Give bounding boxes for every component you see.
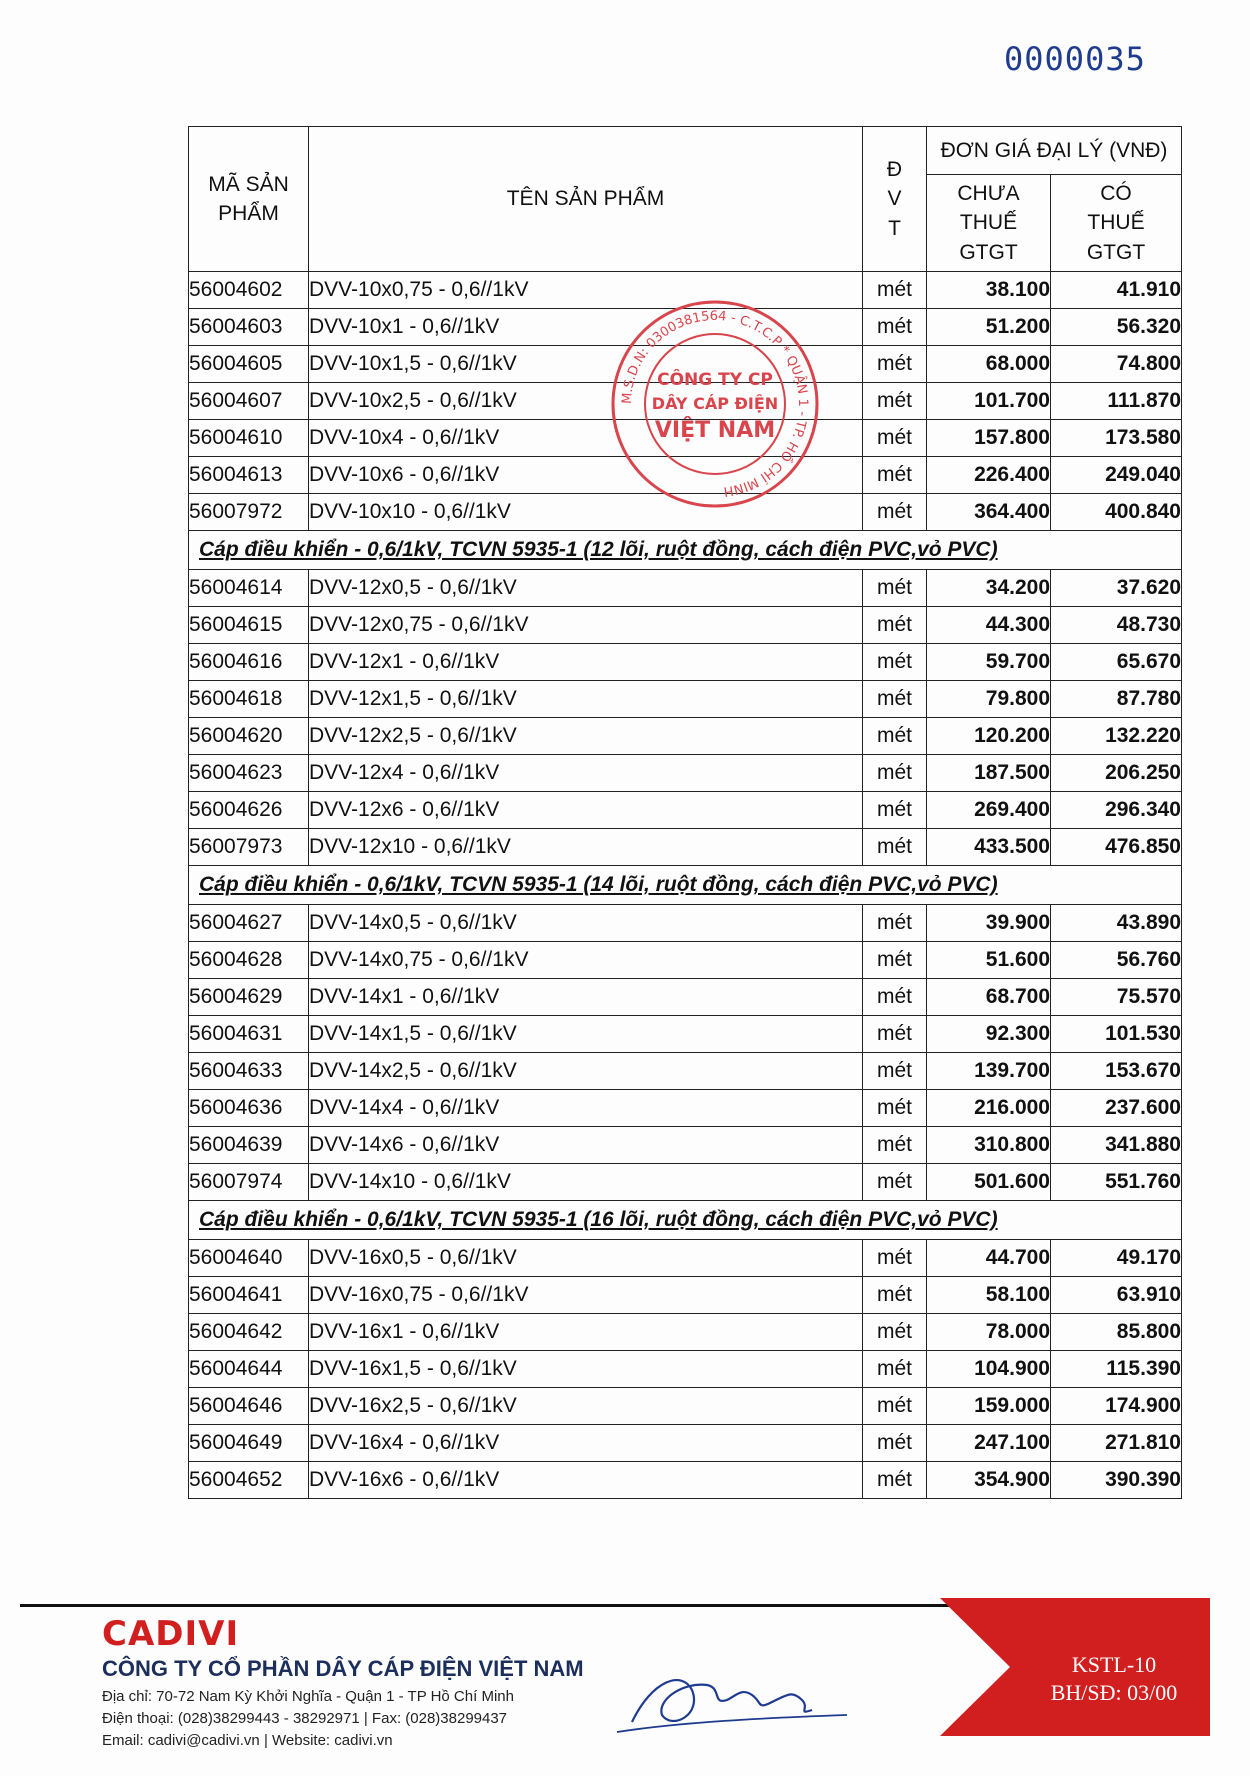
product-name-cell: DVV-16x2,5 - 0,6//1kV	[309, 1388, 863, 1425]
price-excl-vat-cell: 51.200	[927, 309, 1051, 346]
product-name-cell: DVV-10x1 - 0,6//1kV	[309, 309, 863, 346]
price-incl-vat-cell: 37.620	[1051, 570, 1182, 607]
table-row	[189, 1277, 1182, 1314]
unit-cell: mét	[863, 1425, 927, 1462]
product-code-cell: 56004631	[189, 1016, 309, 1053]
product-name-cell: DVV-14x6 - 0,6//1kV	[309, 1127, 863, 1164]
price-incl-vat-cell: 56.320	[1051, 309, 1182, 346]
price-incl-vat-cell: 237.600	[1051, 1090, 1182, 1127]
price-incl-vat-cell: 551.760	[1051, 1164, 1182, 1201]
header-name: TÊN SẢN PHẨM	[309, 127, 863, 272]
stamp-ring-text: M.S.D.N: 0300381564 - C.T.C.P * QUẬN 1 - TP. HỒ CHÍ MINH	[619, 308, 811, 499]
unit-cell: mét	[863, 1164, 927, 1201]
price-excl-vat-cell: 226.400	[927, 457, 1051, 494]
product-name-cell: DVV-10x2,5 - 0,6//1kV	[309, 383, 863, 420]
product-code-cell: 56004605	[189, 346, 309, 383]
product-code-cell: 56004641	[189, 1277, 309, 1314]
unit-cell: mét	[863, 1388, 927, 1425]
product-name-cell: DVV-10x1,5 - 0,6//1kV	[309, 346, 863, 383]
price-excl-vat-cell: 216.000	[927, 1090, 1051, 1127]
unit-cell: mét	[863, 829, 927, 866]
unit-cell: mét	[863, 942, 927, 979]
group-heading-row	[189, 531, 1182, 570]
price-excl-vat-cell: 139.700	[927, 1053, 1051, 1090]
stamp-line-2: DÂY CÁP ĐIỆN	[651, 394, 779, 413]
unit-cell: mét	[863, 1090, 927, 1127]
product-name-cell: DVV-16x6 - 0,6//1kV	[309, 1462, 863, 1499]
product-name-cell: DVV-12x10 - 0,6//1kV	[309, 829, 863, 866]
unit-cell: mét	[863, 457, 927, 494]
product-name-cell: DVV-14x1,5 - 0,6//1kV	[309, 1016, 863, 1053]
price-incl-vat-cell: 63.910	[1051, 1277, 1182, 1314]
product-name-cell: DVV-14x10 - 0,6//1kV	[309, 1164, 863, 1201]
price-incl-vat-cell: 43.890	[1051, 905, 1182, 942]
price-excl-vat-cell: 433.500	[927, 829, 1051, 866]
company-stamp	[608, 297, 822, 511]
product-name-cell: DVV-10x10 - 0,6//1kV	[309, 494, 863, 531]
table-row	[189, 1053, 1182, 1090]
product-name-cell: DVV-12x0,5 - 0,6//1kV	[309, 570, 863, 607]
product-name-cell: DVV-16x0,75 - 0,6//1kV	[309, 1277, 863, 1314]
unit-cell: mét	[863, 494, 927, 531]
product-name-cell: DVV-10x4 - 0,6//1kV	[309, 420, 863, 457]
price-incl-vat-cell: 132.220	[1051, 718, 1182, 755]
product-name-cell: DVV-12x1 - 0,6//1kV	[309, 644, 863, 681]
product-code-cell: 56004616	[189, 644, 309, 681]
price-excl-vat-cell: 58.100	[927, 1277, 1051, 1314]
table-row	[189, 755, 1182, 792]
product-code-cell: 56004640	[189, 1240, 309, 1277]
price-excl-vat-cell: 51.600	[927, 942, 1051, 979]
table-row	[189, 1388, 1182, 1425]
table-row	[189, 1314, 1182, 1351]
price-incl-vat-cell: 173.580	[1051, 420, 1182, 457]
price-incl-vat-cell: 249.040	[1051, 457, 1182, 494]
product-code-cell: 56007972	[189, 494, 309, 531]
unit-cell: mét	[863, 570, 927, 607]
unit-cell: mét	[863, 1053, 927, 1090]
product-code-cell: 56004644	[189, 1351, 309, 1388]
header-price-incl: CÓ THUẾ GTGT	[1051, 175, 1182, 272]
unit-cell: mét	[863, 1240, 927, 1277]
header-price-group: ĐƠN GIÁ ĐẠI LÝ (VNĐ)	[927, 127, 1182, 175]
group-heading-row	[189, 866, 1182, 905]
product-code-cell: 56004603	[189, 309, 309, 346]
unit-cell: mét	[863, 755, 927, 792]
product-code-cell: 56004628	[189, 942, 309, 979]
product-code-cell: 56004602	[189, 272, 309, 309]
product-code-cell: 56004626	[189, 792, 309, 829]
product-name-cell: DVV-16x4 - 0,6//1kV	[309, 1425, 863, 1462]
product-code-cell: 56004618	[189, 681, 309, 718]
unit-cell: mét	[863, 272, 927, 309]
table-row	[189, 607, 1182, 644]
price-excl-vat-cell: 501.600	[927, 1164, 1051, 1201]
product-name-cell: DVV-16x1 - 0,6//1kV	[309, 1314, 863, 1351]
product-code-cell: 56004627	[189, 905, 309, 942]
price-incl-vat-cell: 101.530	[1051, 1016, 1182, 1053]
price-excl-vat-cell: 187.500	[927, 755, 1051, 792]
unit-cell: mét	[863, 644, 927, 681]
table-row	[189, 1351, 1182, 1388]
table-row	[189, 829, 1182, 866]
stamp-line-1: CÔNG TY CP	[657, 370, 773, 390]
price-excl-vat-cell: 354.900	[927, 1462, 1051, 1499]
price-excl-vat-cell: 269.400	[927, 792, 1051, 829]
group-title: Cáp điều khiển - 0,6/1kV, TCVN 5935-1 (14 lõi, ruột đồng, cách điện PVC,vỏ PVC)	[189, 866, 1182, 905]
company-name: CÔNG TY CỔ PHẦN DÂY CÁP ĐIỆN VIỆT NAM	[102, 1656, 584, 1681]
form-revision: BH/SĐ: 03/00	[1050, 1680, 1178, 1705]
price-incl-vat-cell: 206.250	[1051, 755, 1182, 792]
signature	[612, 1660, 852, 1740]
header-unit: Đ V T	[863, 127, 927, 272]
unit-cell: mét	[863, 1277, 927, 1314]
table-row	[189, 1425, 1182, 1462]
product-code-cell: 56004623	[189, 755, 309, 792]
product-code-cell: 56004615	[189, 607, 309, 644]
group-heading-row	[189, 1201, 1182, 1240]
table-row	[189, 718, 1182, 755]
table-row	[189, 1090, 1182, 1127]
table-row	[189, 1127, 1182, 1164]
table-row	[189, 644, 1182, 681]
price-incl-vat-cell: 111.870	[1051, 383, 1182, 420]
product-code-cell: 56004639	[189, 1127, 309, 1164]
price-incl-vat-cell: 49.170	[1051, 1240, 1182, 1277]
table-row	[189, 792, 1182, 829]
table-row	[189, 570, 1182, 607]
table-row	[189, 1240, 1182, 1277]
product-code-cell: 56004652	[189, 1462, 309, 1499]
product-name-cell: DVV-12x6 - 0,6//1kV	[309, 792, 863, 829]
form-code: KSTL-10	[1071, 1652, 1157, 1677]
table-row	[189, 942, 1182, 979]
price-incl-vat-cell: 296.340	[1051, 792, 1182, 829]
product-name-cell: DVV-10x6 - 0,6//1kV	[309, 457, 863, 494]
cadivi-logo: CADIVI	[102, 1614, 240, 1654]
header-code: MÃ SẢN PHẨM	[189, 127, 309, 272]
header-price-excl: CHƯA THUẾ GTGT	[927, 175, 1051, 272]
price-incl-vat-cell: 65.670	[1051, 644, 1182, 681]
price-incl-vat-cell: 48.730	[1051, 607, 1182, 644]
unit-cell: mét	[863, 1314, 927, 1351]
price-incl-vat-cell: 390.390	[1051, 1462, 1182, 1499]
price-incl-vat-cell: 341.880	[1051, 1127, 1182, 1164]
unit-cell: mét	[863, 346, 927, 383]
group-title: Cáp điều khiển - 0,6/1kV, TCVN 5935-1 (16 lõi, ruột đồng, cách điện PVC,vỏ PVC)	[189, 1201, 1182, 1240]
table-row	[189, 1016, 1182, 1053]
table-row	[189, 979, 1182, 1016]
product-code-cell: 56004629	[189, 979, 309, 1016]
unit-cell: mét	[863, 383, 927, 420]
product-name-cell: DVV-12x0,75 - 0,6//1kV	[309, 607, 863, 644]
price-incl-vat-cell: 87.780	[1051, 681, 1182, 718]
price-excl-vat-cell: 247.100	[927, 1425, 1051, 1462]
price-excl-vat-cell: 157.800	[927, 420, 1051, 457]
price-incl-vat-cell: 115.390	[1051, 1351, 1182, 1388]
price-excl-vat-cell: 68.000	[927, 346, 1051, 383]
product-name-cell: DVV-16x0,5 - 0,6//1kV	[309, 1240, 863, 1277]
product-code-cell: 56004614	[189, 570, 309, 607]
unit-cell: mét	[863, 420, 927, 457]
price-excl-vat-cell: 78.000	[927, 1314, 1051, 1351]
unit-cell: mét	[863, 905, 927, 942]
product-code-cell: 56004636	[189, 1090, 309, 1127]
unit-cell: mét	[863, 1462, 927, 1499]
group-title: Cáp điều khiển - 0,6/1kV, TCVN 5935-1 (12 lõi, ruột đồng, cách điện PVC,vỏ PVC)	[189, 531, 1182, 570]
unit-cell: mét	[863, 1016, 927, 1053]
price-excl-vat-cell: 104.900	[927, 1351, 1051, 1388]
unit-cell: mét	[863, 1351, 927, 1388]
table-row	[189, 1164, 1182, 1201]
price-incl-vat-cell: 41.910	[1051, 272, 1182, 309]
product-code-cell: 56004613	[189, 457, 309, 494]
price-excl-vat-cell: 159.000	[927, 1388, 1051, 1425]
unit-cell: mét	[863, 607, 927, 644]
product-name-cell: DVV-14x1 - 0,6//1kV	[309, 979, 863, 1016]
product-name-cell: DVV-12x1,5 - 0,6//1kV	[309, 681, 863, 718]
unit-cell: mét	[863, 792, 927, 829]
price-excl-vat-cell: 310.800	[927, 1127, 1051, 1164]
price-incl-vat-cell: 56.760	[1051, 942, 1182, 979]
price-incl-vat-cell: 74.800	[1051, 346, 1182, 383]
product-name-cell: DVV-12x4 - 0,6//1kV	[309, 755, 863, 792]
product-name-cell: DVV-14x2,5 - 0,6//1kV	[309, 1053, 863, 1090]
product-code-cell: 56004607	[189, 383, 309, 420]
price-excl-vat-cell: 59.700	[927, 644, 1051, 681]
price-excl-vat-cell: 68.700	[927, 979, 1051, 1016]
price-incl-vat-cell: 400.840	[1051, 494, 1182, 531]
product-name-cell: DVV-10x0,75 - 0,6//1kV	[309, 272, 863, 309]
product-code-cell: 56007974	[189, 1164, 309, 1201]
price-incl-vat-cell: 476.850	[1051, 829, 1182, 866]
price-incl-vat-cell: 174.900	[1051, 1388, 1182, 1425]
company-address: Địa chỉ: 70-72 Nam Kỳ Khởi Nghĩa - Quận 1 - TP Hồ Chí Minh	[102, 1688, 514, 1705]
unit-cell: mét	[863, 681, 927, 718]
price-excl-vat-cell: 120.200	[927, 718, 1051, 755]
price-excl-vat-cell: 79.800	[927, 681, 1051, 718]
footer-divider	[20, 1604, 1080, 1607]
product-code-cell: 56004633	[189, 1053, 309, 1090]
price-excl-vat-cell: 92.300	[927, 1016, 1051, 1053]
table-row	[189, 681, 1182, 718]
company-email: Email: cadivi@cadivi.vn | Website: cadivi.vn	[102, 1732, 393, 1749]
table-row	[189, 905, 1182, 942]
product-code-cell: 56004642	[189, 1314, 309, 1351]
company-phone: Điện thoại: (028)38299443 - 38292971 | Fax: (028)38299437	[102, 1710, 508, 1727]
unit-cell: mét	[863, 979, 927, 1016]
price-excl-vat-cell: 44.300	[927, 607, 1051, 644]
unit-cell: mét	[863, 718, 927, 755]
table-row	[189, 1462, 1182, 1499]
unit-cell: mét	[863, 1127, 927, 1164]
product-name-cell: DVV-14x0,75 - 0,6//1kV	[309, 942, 863, 979]
price-excl-vat-cell: 44.700	[927, 1240, 1051, 1277]
price-excl-vat-cell: 38.100	[927, 272, 1051, 309]
product-code-cell: 56004610	[189, 420, 309, 457]
product-code-cell: 56004649	[189, 1425, 309, 1462]
product-name-cell: DVV-12x2,5 - 0,6//1kV	[309, 718, 863, 755]
product-name-cell: DVV-14x4 - 0,6//1kV	[309, 1090, 863, 1127]
price-incl-vat-cell: 75.570	[1051, 979, 1182, 1016]
document-number: 0000035	[1004, 40, 1146, 78]
product-name-cell: DVV-14x0,5 - 0,6//1kV	[309, 905, 863, 942]
price-incl-vat-cell: 153.670	[1051, 1053, 1182, 1090]
product-code-cell: 56004620	[189, 718, 309, 755]
product-code-cell: 56007973	[189, 829, 309, 866]
product-name-cell: DVV-16x1,5 - 0,6//1kV	[309, 1351, 863, 1388]
price-excl-vat-cell: 39.900	[927, 905, 1051, 942]
price-incl-vat-cell: 85.800	[1051, 1314, 1182, 1351]
price-incl-vat-cell: 271.810	[1051, 1425, 1182, 1462]
price-excl-vat-cell: 34.200	[927, 570, 1051, 607]
unit-cell: mét	[863, 309, 927, 346]
stamp-line-3: VIỆT NAM	[654, 418, 776, 443]
price-excl-vat-cell: 101.700	[927, 383, 1051, 420]
product-code-cell: 56004646	[189, 1388, 309, 1425]
price-excl-vat-cell: 364.400	[927, 494, 1051, 531]
